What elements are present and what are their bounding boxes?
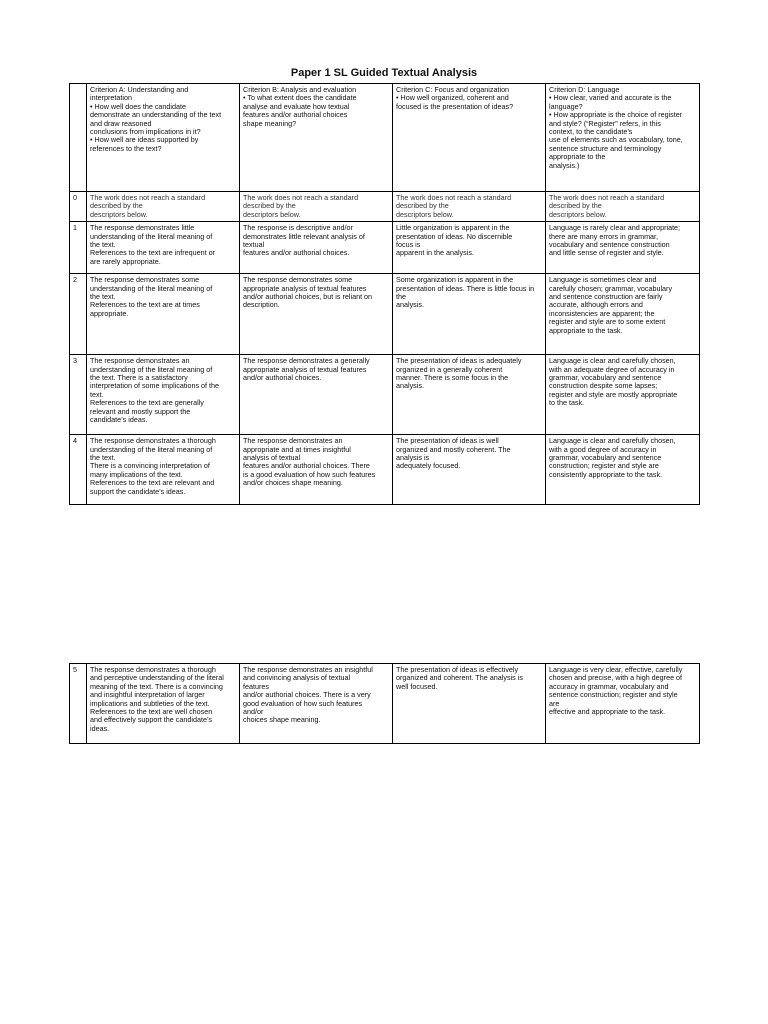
descriptor-cell: The response demonstrates an insightful and convincing analysis of textual features and/or authorial choices. There is a very good evaluation of how such features and/or choices shape meaning. — [240, 664, 393, 744]
descriptor-cell: The response demonstrates little understanding of the literal meaning of the text. References to the text are infrequent or are rarely appropriate. — [87, 222, 240, 274]
descriptor-cell: The response demonstrates some understanding of the literal meaning of the text. References to the text are at times appropriate. — [87, 274, 240, 355]
descriptor-cell: The work does not reach a standard described by the descriptors below. — [240, 192, 393, 222]
descriptor-cell: Language is sometimes clear and carefully chosen; grammar, vocabulary and sentence construction are fairly accurate, although errors and inconsistencies are apparent; the register and style are to some extent appropriate to the task. — [546, 274, 700, 355]
table-row — [70, 222, 700, 274]
score-cell: 4 — [70, 435, 87, 505]
rubric-table-continued — [69, 663, 700, 744]
descriptor-cell: The work does not reach a standard described by the descriptors below. — [393, 192, 546, 222]
descriptor-cell: The presentation of ideas is effectively organized and coherent. The analysis is well focused. — [393, 664, 546, 744]
descriptor-cell: Language is rarely clear and appropriate; there are many errors in grammar, vocabulary and sentence construction and little sense of register and style. — [546, 222, 700, 274]
descriptor-cell: The response demonstrates some appropriate analysis of textual features and/or authorial choices, but is reliant on description. — [240, 274, 393, 355]
score-cell: 3 — [70, 355, 87, 435]
criterion-c-header: Criterion C: Focus and organization • How well organized, coherent and focused is the presentation of ideas? — [393, 84, 546, 192]
descriptor-cell: The response demonstrates a thorough understanding of the literal meaning of the text. There is a convincing interpretation of many implications of the text. References to the text are relevant and support the candidate’s ideas. — [87, 435, 240, 505]
score-cell: 5 — [70, 664, 87, 744]
rubric-table — [69, 83, 700, 505]
criterion-a-header: Criterion A: Understanding and interpretation • How well does the candidate demonstrate an understanding of the text and draw reasoned conclusions from implications in it? • How well are ideas supported by references to the text? — [87, 84, 240, 192]
criterion-b-header: Criterion B: Analysis and evaluation • To what extent does the candidate analyse and evaluate how textual features and/or authorial choices shape meaning? — [240, 84, 393, 192]
descriptor-cell: The work does not reach a standard described by the descriptors below. — [87, 192, 240, 222]
descriptor-cell: Language is clear and carefully chosen, with a good degree of accuracy in grammar, vocabulary and sentence construction; register and style are consistently appropriate to the task. — [546, 435, 700, 505]
criterion-d-header: Criterion D: Language • How clear, varied and accurate is the language? • How appropriate is the choice of register and style? (“Register” refers, in this context, to the candidate’s use of elements such as vocabulary, tone, sentence structure and terminology appropriate to the analysis.) — [546, 84, 700, 192]
table-row — [70, 355, 700, 435]
table-row — [70, 192, 700, 222]
criteria-header-row — [70, 84, 700, 192]
table-row — [70, 435, 700, 505]
score-cell: 1 — [70, 222, 87, 274]
descriptor-cell: Language is clear and carefully chosen, with an adequate degree of accuracy in grammar, vocabulary and sentence construction despite some lapses; register and style are mostly appropriate to the task. — [546, 355, 700, 435]
table-row — [70, 274, 700, 355]
descriptor-cell: The presentation of ideas is adequately organized in a generally coherent manner. There is some focus in the analysis. — [393, 355, 546, 435]
descriptor-cell: Language is very clear, effective, carefully chosen and precise, with a high degree of accuracy in grammar, vocabulary and sentence construction; register and style are effective and appropriate to the task. — [546, 664, 700, 744]
descriptor-cell: Some organization is apparent in the presentation of ideas. There is little focus in the analysis. — [393, 274, 546, 355]
descriptor-cell: The response demonstrates an understanding of the literal meaning of the text. There is a satisfactory interpretation of some implications of the text. References to the text are generally relevant and mostly support the candidate’s ideas. — [87, 355, 240, 435]
descriptor-cell: Little organization is apparent in the presentation of ideas. No discernible focus is apparent in the analysis. — [393, 222, 546, 274]
score-cell: 0 — [70, 192, 87, 222]
descriptor-cell: The response is descriptive and/or demonstrates little relevant analysis of textual features and/or authorial choices. — [240, 222, 393, 274]
descriptor-cell: The response demonstrates an appropriate and at times insightful analysis of textual features and/or authorial choices. There is a good evaluation of how such features and/or choices shape meaning. — [240, 435, 393, 505]
descriptor-cell: The response demonstrates a thorough and perceptive understanding of the literal meaning of the text. There is a convincing and insightful interpretation of larger implications and subtleties of the text. References to the text are well chosen and effectively support the candidate’s ideas. — [87, 664, 240, 744]
descriptor-cell: The response demonstrates a generally appropriate analysis of textual features and/or authorial choices. — [240, 355, 393, 435]
descriptor-cell: The presentation of ideas is well organized and mostly coherent. The analysis is adequately focused. — [393, 435, 546, 505]
descriptor-cell: The work does not reach a standard described by the descriptors below. — [546, 192, 700, 222]
table-row — [70, 664, 700, 744]
score-cell: 2 — [70, 274, 87, 355]
page-title: Paper 1 SL Guided Textual Analysis — [290, 67, 478, 79]
header-score-cell — [70, 84, 87, 192]
